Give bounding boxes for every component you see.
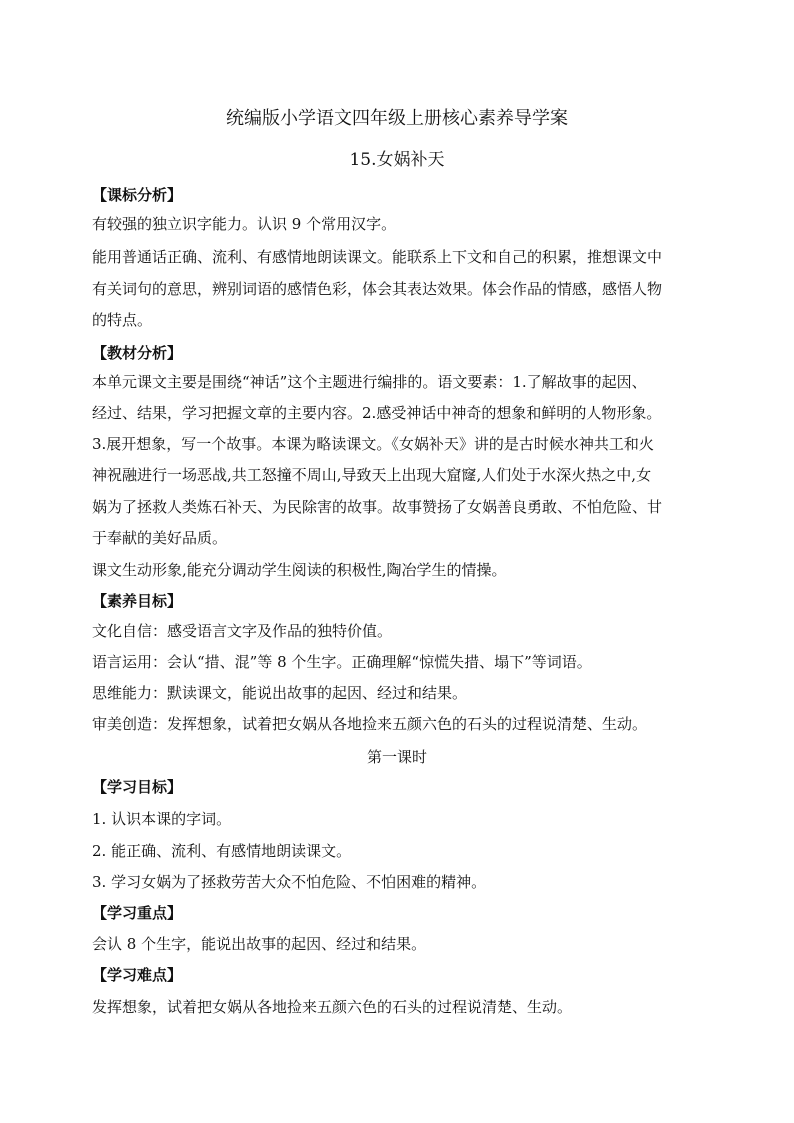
paragraph-line: 发挥想象，试着把女娲从各地捡来五颜六色的石头的过程说清楚、生动。 bbox=[92, 998, 573, 1016]
lesson-period-label: 第一课时 bbox=[366, 748, 427, 766]
list-item: 3. 学习女娲为了拯救劳苦大众不怕危险、不怕困难的精神。 bbox=[92, 873, 487, 891]
goal-item: 语言运用：会认“措、混”等 8 个生字。正确理解“惊慌失措、塌下”等词语。 bbox=[92, 653, 592, 671]
heading-key-points: 【学习重点】 bbox=[92, 904, 183, 922]
paragraph-line: 经过、结果，学习把握文章的主要内容。2.感受神话中神奇的想象和鲜明的人物形象。 bbox=[92, 404, 662, 422]
heading-textbook-analysis: 【教材分析】 bbox=[92, 344, 183, 362]
paragraph-line: 有关词句的意思，辨别词语的感情色彩，体会其表达效果。体会作品的情感，感悟人物 bbox=[92, 280, 663, 298]
paragraph-line: 会认 8 个生字，能说出故事的起因、经过和结果。 bbox=[92, 935, 427, 953]
paragraph-line: 本单元课文主要是围绕“神话”这个主题进行编排的。语文要素：1.了解故事的起因、 bbox=[92, 373, 647, 391]
lesson-title: 15.女娲补天 bbox=[349, 150, 445, 170]
heading-learning-goals: 【学习目标】 bbox=[92, 778, 183, 796]
paragraph-line: 3.展开想象，写一个故事。本课为略读课文。《女娲补天》讲的是古时候水神共工和火 bbox=[92, 435, 654, 453]
goal-item: 文化自信：感受语言文字及作品的独特价值。 bbox=[92, 622, 393, 640]
paragraph-line: 有较强的独立识字能力。认识 9 个常用汉字。 bbox=[92, 215, 397, 233]
heading-difficulties: 【学习难点】 bbox=[92, 966, 183, 984]
list-item: 1. 认识本课的字词。 bbox=[92, 810, 232, 828]
goal-item: 审美创造：发挥想象，试着把女娲从各地捡来五颜六色的石头的过程说清楚、生动。 bbox=[92, 715, 648, 733]
heading-literacy-goals: 【素养目标】 bbox=[92, 592, 183, 610]
list-item: 2. 能正确、流利、有感情地朗读课文。 bbox=[92, 842, 352, 860]
heading-curriculum-analysis: 【课标分析】 bbox=[92, 186, 183, 204]
paragraph-line: 神祝融进行一场恶战,共工怒撞不周山,导致天上出现大窟窿,人们处于水深火热之中,女 bbox=[92, 466, 652, 484]
paragraph-line: 课文生动形象,能充分调动学生阅读的积极性,陶冶学生的情操。 bbox=[92, 561, 507, 579]
paragraph-line: 能用普通话正确、流利、有感情地朗读课文。能联系上下文和自己的积累，推想课文中 bbox=[92, 248, 663, 266]
document-title: 统编版小学语文四年级上册核心素养导学案 bbox=[226, 108, 568, 129]
goal-item: 思维能力：默读课文，能说出故事的起因、经过和结果。 bbox=[92, 684, 468, 702]
paragraph-line: 的特点。 bbox=[92, 311, 153, 329]
paragraph-line: 娲为了拯救人类炼石补天、为民除害的故事。故事赞扬了女娲善良勇敢、不怕危险、甘 bbox=[92, 498, 663, 516]
paragraph-line: 于奉献的美好品质。 bbox=[92, 529, 228, 547]
